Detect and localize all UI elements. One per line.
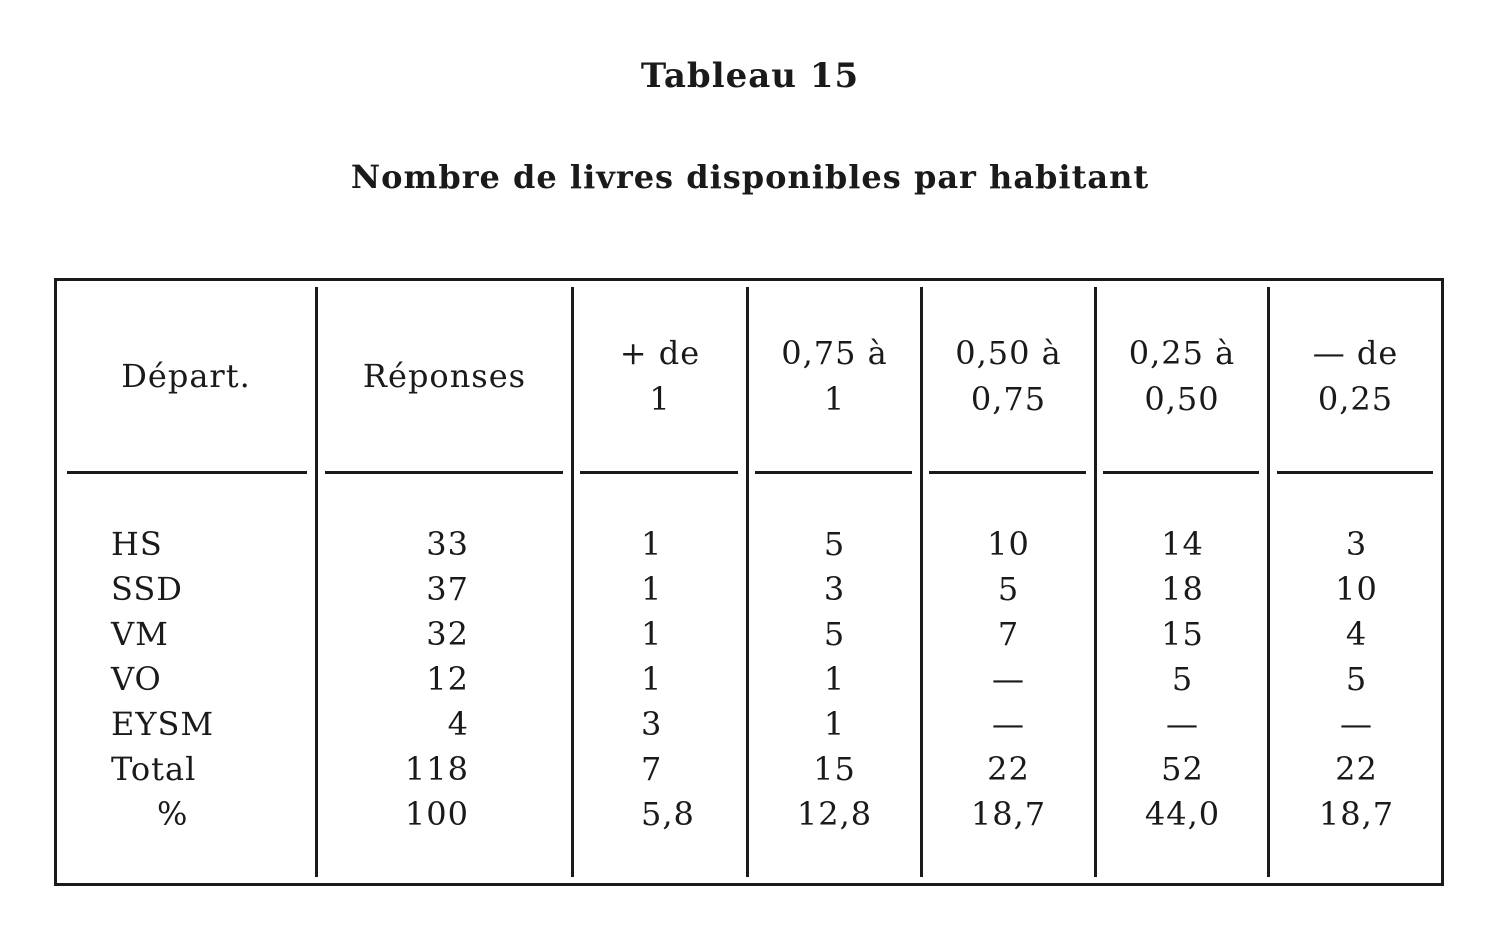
cell-025-a-050: 5 bbox=[1171, 660, 1194, 698]
cell-025-a-050: 18 bbox=[1161, 570, 1204, 608]
cell-depart: SSD bbox=[111, 570, 183, 608]
cell-depart: Total bbox=[111, 750, 197, 788]
header-moins-de-025 bbox=[1270, 281, 1441, 471]
header-separator bbox=[67, 471, 307, 474]
header-line1: + de bbox=[619, 334, 701, 372]
cell-depart: VM bbox=[111, 615, 169, 653]
header-depart bbox=[57, 281, 315, 471]
cell-plus-de-1: 1 bbox=[641, 525, 663, 563]
cell-025-a-050: 14 bbox=[1161, 525, 1204, 563]
cell-moins-de-025: — bbox=[1340, 705, 1373, 743]
cell-depart: HS bbox=[111, 525, 163, 563]
cell-reponses: 33 bbox=[426, 525, 469, 563]
cell-075-a-1: 12,8 bbox=[796, 795, 873, 833]
cell-075-a-1: 1 bbox=[823, 705, 846, 743]
header-separator bbox=[1277, 471, 1433, 474]
cell-050-a-075: 22 bbox=[987, 750, 1030, 788]
cell-reponses: 100 bbox=[404, 795, 469, 833]
cell-050-a-075: — bbox=[992, 660, 1025, 698]
cell-050-a-075: 5 bbox=[997, 570, 1020, 608]
header-025-a-050 bbox=[1097, 281, 1267, 471]
cell-plus-de-1: 1 bbox=[641, 660, 663, 698]
cell-plus-de-1: 1 bbox=[641, 615, 663, 653]
cell-depart: EYSM bbox=[111, 705, 215, 743]
cell-depart: % bbox=[157, 795, 189, 833]
cell-moins-de-025: 22 bbox=[1335, 750, 1378, 788]
header-reponses bbox=[318, 281, 571, 471]
header-line1: Départ. bbox=[121, 357, 251, 395]
header-line2: 1 bbox=[649, 380, 671, 418]
cell-075-a-1: 5 bbox=[823, 525, 846, 563]
header-line1: 0,75 à bbox=[781, 334, 888, 372]
header-line2: 0,25 bbox=[1317, 380, 1394, 418]
cell-reponses: 118 bbox=[404, 750, 469, 788]
header-line1: — de bbox=[1312, 334, 1399, 372]
cell-025-a-050: 44,0 bbox=[1144, 795, 1221, 833]
cell-075-a-1: 15 bbox=[813, 750, 856, 788]
header-line2: 0,50 bbox=[1144, 380, 1220, 418]
table-subtitle: Nombre de livres disponibles par habitant bbox=[350, 158, 1150, 196]
header-separator bbox=[929, 471, 1086, 474]
cell-plus-de-1: 1 bbox=[641, 570, 663, 608]
cell-025-a-050: — bbox=[1166, 705, 1199, 743]
header-line2: 1 bbox=[823, 380, 846, 418]
cell-plus-de-1: 7 bbox=[641, 750, 663, 788]
header-separator bbox=[325, 471, 563, 474]
table-title: Tableau 15 bbox=[640, 56, 860, 96]
cell-050-a-075: 7 bbox=[997, 615, 1020, 653]
header-line2: 0,75 bbox=[970, 380, 1047, 418]
header-075-a-1 bbox=[749, 281, 920, 471]
cell-plus-de-1: 3 bbox=[641, 705, 663, 743]
header-line1: Réponses bbox=[362, 357, 527, 395]
cell-reponses: 4 bbox=[447, 705, 469, 743]
cell-moins-de-025: 10 bbox=[1335, 570, 1378, 608]
header-050-a-075 bbox=[923, 281, 1094, 471]
cell-depart: VO bbox=[111, 660, 162, 698]
header-line1: 0,25 à bbox=[1128, 334, 1236, 372]
cell-moins-de-025: 5 bbox=[1345, 660, 1368, 698]
cell-moins-de-025: 3 bbox=[1345, 525, 1368, 563]
header-line1: 0,50 à bbox=[955, 334, 1062, 372]
cell-075-a-1: 5 bbox=[823, 615, 846, 653]
cell-025-a-050: 15 bbox=[1161, 615, 1204, 653]
header-separator bbox=[755, 471, 912, 474]
cell-moins-de-025: 18,7 bbox=[1318, 795, 1395, 833]
cell-reponses: 12 bbox=[426, 660, 469, 698]
cell-075-a-1: 3 bbox=[823, 570, 846, 608]
cell-025-a-050: 52 bbox=[1161, 750, 1204, 788]
cell-moins-de-025: 4 bbox=[1345, 615, 1368, 653]
header-separator bbox=[580, 471, 738, 474]
cell-reponses: 37 bbox=[426, 570, 469, 608]
data-table bbox=[54, 278, 1444, 886]
cell-075-a-1: 1 bbox=[823, 660, 846, 698]
cell-050-a-075: 18,7 bbox=[970, 795, 1047, 833]
cell-plus-de-1: 5,8 bbox=[641, 795, 695, 833]
header-plus-de-1 bbox=[574, 281, 746, 471]
cell-reponses: 32 bbox=[426, 615, 469, 653]
header-separator bbox=[1103, 471, 1259, 474]
cell-050-a-075: 10 bbox=[987, 525, 1030, 563]
cell-050-a-075: — bbox=[992, 705, 1025, 743]
